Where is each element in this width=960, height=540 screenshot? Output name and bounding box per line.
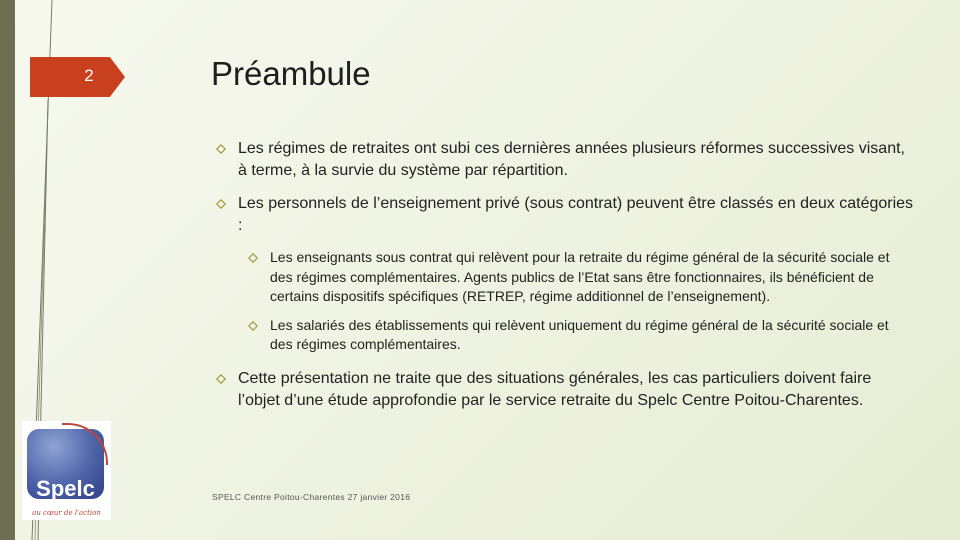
bullet-text: Les régimes de retraites ont subi ces dernières années plusieurs réformes successives visant, à terme, à la survie du système par répartition. [238, 140, 905, 179]
diamond-outline-icon [248, 253, 258, 263]
slide-number-tab [30, 57, 125, 97]
logo-tagline: au cœur de l'action [32, 509, 101, 517]
slide-title: Préambule [211, 55, 371, 92]
sub-bullet-text: Les enseignants sous contrat qui relèvent pour la retraite du régime général de la sécurité sociale et des régimes complémentaires. Agents publics de l’Etat sans être fonctionnaires, ils bénéficient de certains dispositifs spécifiques (RETREP, régime additionnel de l’enseignement). [270, 249, 890, 304]
spelc-logo [22, 421, 111, 520]
logo-text: Spelc [36, 476, 95, 501]
slide-number: 2 [84, 66, 94, 85]
bullet-item [215, 193, 915, 237]
bullet-text: Les personnels de l’enseignement privé (sous contrat) peuvent être classés en deux catégories : [238, 195, 914, 234]
sub-bullet-item [247, 316, 915, 355]
diamond-outline-icon [216, 374, 226, 384]
diamond-outline-icon [216, 199, 226, 209]
diamond-outline-icon [248, 321, 258, 331]
bullet-item [215, 138, 915, 182]
sub-bullet-text: Les salariés des établissements qui relèvent uniquement du régime général de la sécurité sociale et des régimes complémentaires. [270, 316, 889, 352]
sub-bullet-item [247, 248, 915, 307]
bullet-item [215, 368, 915, 412]
slide-content [215, 138, 915, 423]
bullet-text: Cette présentation ne traite que des situations générales, les cas particuliers doivent faire l’objet d’une étude approfondie par le service retraite du Spelc Centre Poitou-Charentes. [238, 369, 872, 409]
slide-footer: SPELC Centre Poitou-Charentes 27 janvier 2016 [212, 492, 411, 502]
diamond-outline-icon [216, 144, 226, 154]
logo-arc [62, 423, 108, 465]
